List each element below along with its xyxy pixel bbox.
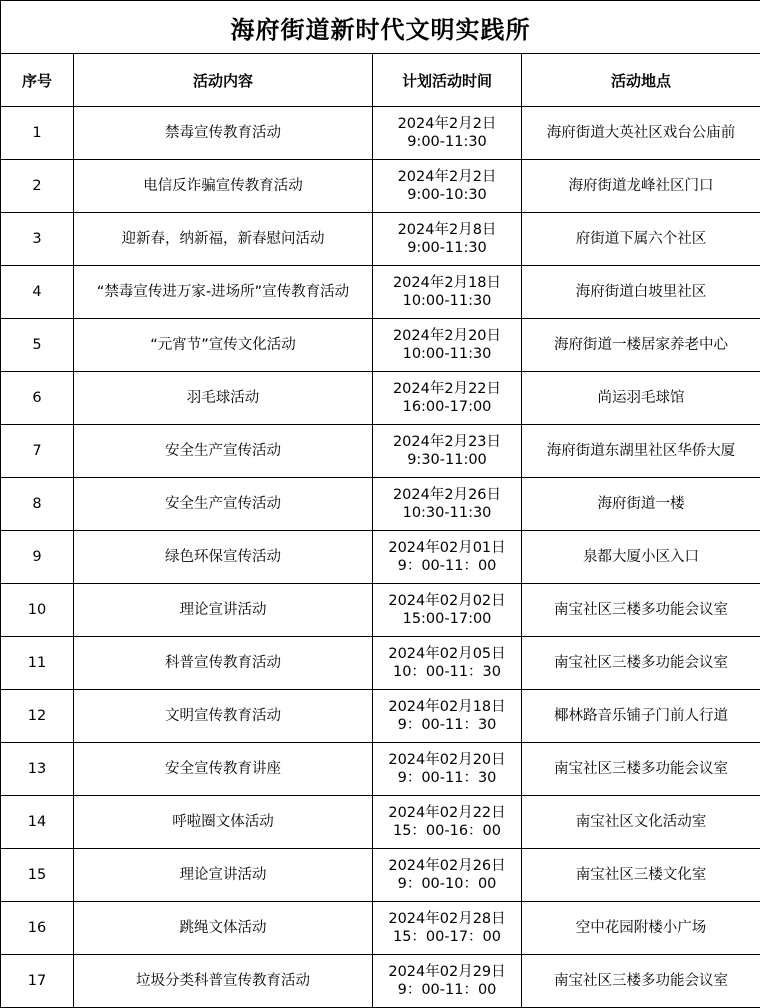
cell-location: 泉都大厦小区入口 [522,531,760,584]
cell-time [373,213,522,266]
cell-time-range: 9：00-10：00 [397,876,497,892]
cell-time [373,902,522,955]
cell-seq: 17 [1,955,74,1008]
cell-content: 安全生产宣传活动 [74,478,373,531]
cell-content: 科普宣传教育活动 [74,637,373,690]
cell-time [373,372,522,425]
cell-time-range: 16:00-17:00 [402,399,492,415]
cell-seq: 2 [1,160,74,213]
table-row [1,637,760,690]
cell-time [373,319,522,372]
cell-location: 南宝社区三楼多功能会议室 [522,584,760,637]
cell-location: 椰林路音乐铺子门前人行道 [522,690,760,743]
cell-time [373,266,522,319]
cell-time [373,425,522,478]
cell-location: 南宝社区三楼文化室 [522,849,760,902]
table-row [1,107,760,160]
cell-content: 安全宣传教育讲座 [74,743,373,796]
table-row [1,743,760,796]
cell-time [373,584,522,637]
table-row [1,425,760,478]
cell-content: 安全生产宣传活动 [74,425,373,478]
cell-time [373,637,522,690]
cell-time-range: 15:00-17:00 [402,611,492,627]
cell-seq: 6 [1,372,74,425]
cell-date: 2024年02月01日 [388,540,506,556]
cell-location: 海府街道一楼 [522,478,760,531]
cell-content: 绿色环保宣传活动 [74,531,373,584]
cell-time-range: 9：00-11：30 [397,717,497,733]
cell-location: 南宝社区文化活动室 [522,796,760,849]
cell-date: 2024年02月18日 [388,699,506,715]
cell-time [373,478,522,531]
cell-time-range: 10：00-11：30 [392,664,502,680]
table-row [1,160,760,213]
table-row [1,319,760,372]
cell-time-range: 10:00-11:30 [402,346,492,362]
cell-time [373,849,522,902]
cell-date: 2024年2月2日 [397,116,497,132]
table-row [1,849,760,902]
header-content: 活动内容 [74,54,373,107]
cell-date: 2024年2月22日 [392,381,502,397]
table-row [1,584,760,637]
cell-date: 2024年02月29日 [388,964,506,980]
cell-content: 理论宣讲活动 [74,849,373,902]
title-row [1,1,760,54]
cell-date: 2024年2月18日 [392,275,502,291]
cell-date: 2024年2月23日 [392,434,502,450]
cell-time-range: 9：00-11：00 [397,558,497,574]
page-title: 海府街道新时代文明实践所 [1,1,760,54]
cell-location: 海府街道东湖里社区华侨大厦 [522,425,760,478]
cell-content: “元宵节”宣传文化活动 [74,319,373,372]
cell-seq: 11 [1,637,74,690]
header-row [1,54,760,107]
cell-time [373,107,522,160]
cell-time [373,690,522,743]
cell-time-range: 9：00-11：00 [397,982,497,998]
table-row [1,478,760,531]
cell-time [373,796,522,849]
cell-time [373,531,522,584]
cell-time-range: 9：00-11：30 [397,770,497,786]
cell-location: 空中花园附楼小广场 [522,902,760,955]
cell-location: 海府街道白坡里社区 [522,266,760,319]
cell-seq: 3 [1,213,74,266]
cell-seq: 10 [1,584,74,637]
cell-date: 2024年02月05日 [388,646,506,662]
table-row [1,955,760,1008]
table-row [1,531,760,584]
cell-location: 南宝社区三楼多功能会议室 [522,637,760,690]
cell-time-range: 9:00-11:30 [407,134,487,150]
cell-date: 2024年2月8日 [397,222,497,238]
cell-content: 理论宣讲活动 [74,584,373,637]
cell-location: 尚运羽毛球馆 [522,372,760,425]
cell-content: 禁毒宣传教育活动 [74,107,373,160]
cell-date: 2024年02月02日 [388,593,506,609]
cell-time-range: 15：00-17：00 [392,929,502,945]
cell-seq: 13 [1,743,74,796]
table-row [1,372,760,425]
table-row [1,690,760,743]
header-seq: 序号 [1,54,74,107]
cell-seq: 4 [1,266,74,319]
cell-seq: 7 [1,425,74,478]
cell-content: 文明宣传教育活动 [74,690,373,743]
cell-date: 2024年2月20日 [392,328,502,344]
table-row [1,213,760,266]
cell-location: 南宝社区三楼多功能会议室 [522,743,760,796]
cell-content: 迎新春，纳新福，新春慰问活动 [74,213,373,266]
cell-time-range: 15：00-16：00 [392,823,502,839]
cell-seq: 5 [1,319,74,372]
cell-time [373,743,522,796]
cell-date: 2024年2月2日 [397,169,497,185]
cell-content: 跳绳文体活动 [74,902,373,955]
header-time: 计划活动时间 [373,54,522,107]
cell-time [373,160,522,213]
cell-content: 电信反诈骗宣传教育活动 [74,160,373,213]
cell-date: 2024年02月20日 [388,752,506,768]
cell-content: 羽毛球活动 [74,372,373,425]
cell-date: 2024年02月26日 [388,858,506,874]
cell-seq: 16 [1,902,74,955]
cell-time-range: 10:00-11:30 [402,293,492,309]
cell-time-range: 10:30-11:30 [402,505,492,521]
cell-time-range: 9:00-10:30 [407,187,487,203]
cell-seq: 12 [1,690,74,743]
cell-seq: 8 [1,478,74,531]
cell-content: 呼啦圈文体活动 [74,796,373,849]
table-row [1,902,760,955]
cell-time-range: 9:30-11:00 [407,452,487,468]
cell-date: 2024年02月28日 [388,911,506,927]
cell-time [373,955,522,1008]
cell-seq: 15 [1,849,74,902]
cell-date: 2024年2月26日 [392,487,502,503]
table-row [1,266,760,319]
cell-location: 南宝社区三楼多功能会议室 [522,955,760,1008]
cell-content: 垃圾分类科普宣传教育活动 [74,955,373,1008]
table-row [1,796,760,849]
cell-time-range: 9:00-11:30 [407,240,487,256]
cell-location: 海府街道龙峰社区门口 [522,160,760,213]
cell-seq: 14 [1,796,74,849]
cell-location: 海府街道大英社区戏台公庙前 [522,107,760,160]
cell-seq: 9 [1,531,74,584]
cell-seq: 1 [1,107,74,160]
cell-date: 2024年02月22日 [388,805,506,821]
header-location: 活动地点 [522,54,760,107]
cell-location: 海府街道一楼居家养老中心 [522,319,760,372]
cell-content: “禁毒宣传进万家-进场所”宣传教育活动 [74,266,373,319]
cell-location: 府街道下属六个社区 [522,213,760,266]
